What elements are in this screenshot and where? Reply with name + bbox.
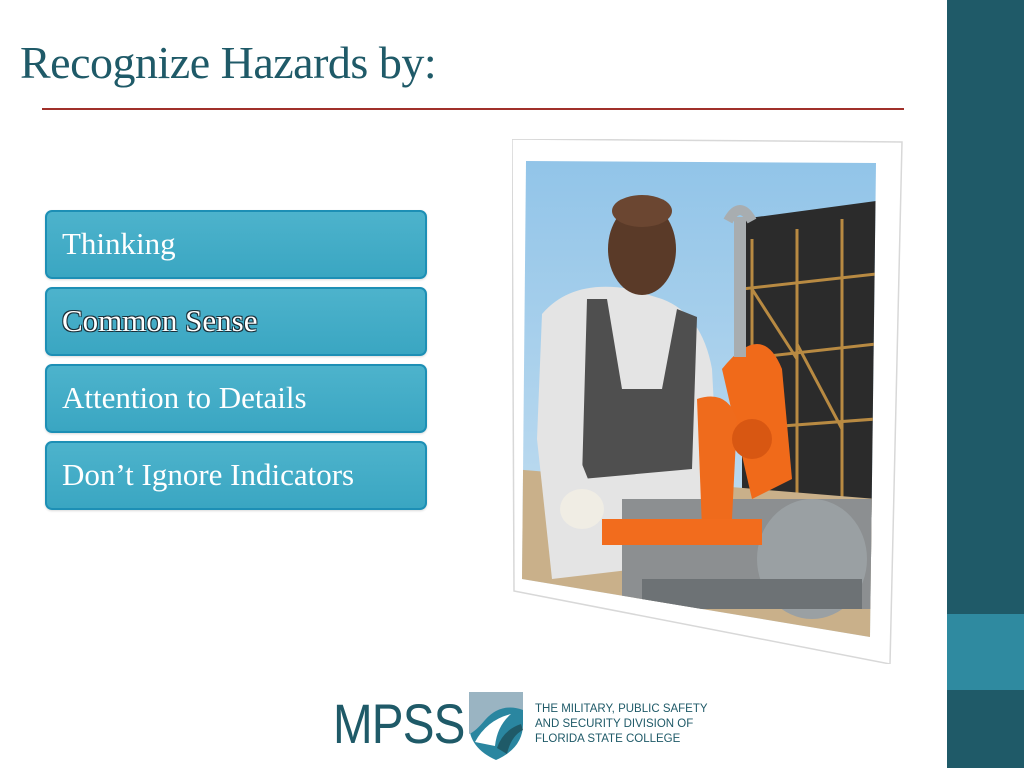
list-item-common-sense: Common Sense (45, 287, 427, 356)
logo-line: FLORIDA STATE COLLEGE (535, 733, 681, 745)
hazard-list (45, 210, 427, 518)
title-divider (42, 108, 904, 110)
worker-photo (512, 139, 904, 664)
side-bar-accent (947, 614, 1024, 690)
mpss-logo (333, 690, 708, 762)
logo-caption (535, 702, 708, 747)
logo-acronym: MPSS (333, 692, 465, 755)
list-item-thinking: Thinking (45, 210, 427, 279)
logo-line: THE MILITARY, PUBLIC SAFETY (535, 703, 708, 715)
logo-line: AND SECURITY DIVISION OF (535, 718, 694, 730)
shield-icon (467, 690, 525, 762)
list-item-dont-ignore-indicators: Don’t Ignore Indicators (45, 441, 427, 510)
worker-photo-illustration (512, 139, 904, 664)
slide-title: Recognize Hazards by: (20, 37, 437, 88)
list-item-attention-to-details: Attention to Details (45, 364, 427, 433)
